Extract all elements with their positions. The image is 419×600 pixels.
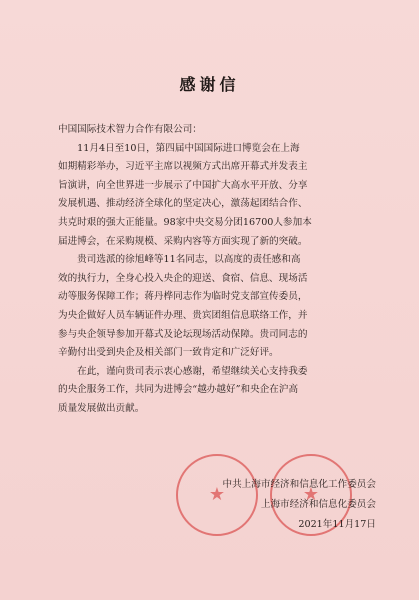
body-line: 辛勤付出受到央企及相关部门一致肯定和广泛好评。 <box>58 347 279 359</box>
body-line: 发展机遇、推动经济全球化的坚定决心，激荡起团结合作、 <box>58 198 308 210</box>
body-line: 如期精彩举办，习近平主席以视频方式出席开幕式并发表主 <box>58 161 308 173</box>
body-line: 旨演讲，向全世界进一步展示了中国扩大高水平开放、分享 <box>58 179 308 191</box>
body-line: 贵司选派的徐旭峰等11名同志，以高度的责任感和高 <box>58 254 301 266</box>
body-line: 11月4日至10日，第四届中国国际进口博览会在上海 <box>58 142 300 154</box>
body-line: 共克时艰的强大正能量。98家中央交易分团16700人参加本 <box>58 216 312 228</box>
body-line: 届进博会，在采购规模、采购内容等方面实现了新的突破。 <box>58 235 308 247</box>
seal-star-icon: ★ <box>208 484 226 505</box>
body-line: 在此，谨向贵司表示衷心感谢，希望继续关心支持我委 <box>58 365 308 377</box>
body-line: 动等服务保障工作；蒋丹桦同志作为临时党支部宣传委员， <box>58 291 308 303</box>
body-line: 参与央企领导参加开幕式及论坛现场活动保障。贵司同志的 <box>58 328 308 340</box>
body-line: 质量发展做出贡献。 <box>58 402 145 414</box>
seal-star-icon: ★ <box>302 484 320 505</box>
letter-body <box>58 121 376 419</box>
signature-org-1: 中共上海市经济和信息化工作委员会 <box>222 479 376 490</box>
letter-title: 感谢信 <box>179 75 240 94</box>
signature-date: 2021年11月17日 <box>298 519 376 530</box>
body-line: 为央企做好人员车辆证件办理、贵宾团组信息联络工作，并 <box>58 309 308 321</box>
signature-org-2: 上海市经济和信息化委员会 <box>260 499 376 510</box>
signature-block <box>150 475 376 535</box>
body-line: 效的执行力，全身心投入央企的迎送、食宿、信息、现场活 <box>58 272 308 284</box>
salutation: 中国国际技术智力合作有限公司： <box>58 124 202 135</box>
body-line: 的央企服务工作，共同为进博会“越办越好”和央企在沪高 <box>58 384 299 396</box>
